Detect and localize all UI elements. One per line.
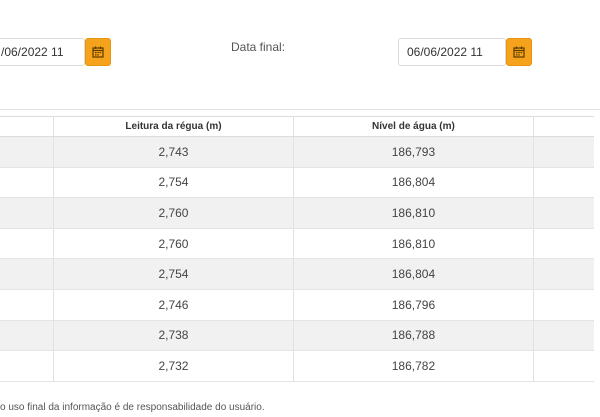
table-cell-leitura: 2,732	[54, 351, 293, 382]
table-cell-blank	[534, 228, 594, 259]
readings-table	[0, 116, 594, 382]
table-row	[0, 228, 594, 259]
table-row	[0, 167, 594, 198]
table-row	[0, 198, 594, 229]
table-cell-leitura: 2,754	[54, 167, 293, 198]
start-date-value: /06/2022 11	[1, 45, 64, 59]
table-cell-leitura: 2,760	[54, 228, 293, 259]
table-cell-leitura: 2,746	[54, 289, 293, 320]
table-cell-nivel: 186,804	[293, 259, 534, 290]
table-cell-nivel: 186,804	[293, 167, 534, 198]
table-cell-blank	[0, 137, 54, 168]
table-cell-blank	[534, 289, 594, 320]
table-header-row	[0, 117, 594, 137]
calendar-icon	[513, 46, 525, 58]
table-row	[0, 289, 594, 320]
table-cell-nivel: 186,788	[293, 320, 534, 351]
table-cell-blank	[534, 320, 594, 351]
table-cell-nivel: 186,810	[293, 228, 534, 259]
table-cell-blank	[534, 198, 594, 229]
section-divider	[0, 109, 600, 110]
table-row	[0, 351, 594, 382]
table-cell-nivel: 186,793	[293, 137, 534, 168]
table-cell-blank	[0, 289, 54, 320]
end-date-field[interactable]	[398, 38, 506, 66]
table-cell-leitura: 2,760	[54, 198, 293, 229]
column-header-blank-right[interactable]	[534, 117, 594, 137]
end-date-value: 06/06/2022 11	[407, 45, 483, 59]
table-cell-blank	[534, 167, 594, 198]
table-cell-blank	[0, 167, 54, 198]
table-row	[0, 320, 594, 351]
column-header-nivel[interactable]: Nível de água (m)	[293, 117, 534, 137]
table-row	[0, 259, 594, 290]
start-date-calendar-button[interactable]	[85, 38, 111, 66]
table-cell-blank	[0, 320, 54, 351]
disclaimer-text: o uso final da informação é de responsabilidade do usuário.	[0, 402, 265, 413]
end-date-label: Data final:	[231, 40, 286, 54]
table-cell-leitura: 2,738	[54, 320, 293, 351]
table-cell-blank	[0, 259, 54, 290]
table-cell-blank	[534, 137, 594, 168]
calendar-icon	[92, 46, 104, 58]
table-cell-blank	[0, 228, 54, 259]
table-cell-blank	[534, 351, 594, 382]
table-cell-leitura: 2,743	[54, 137, 293, 168]
table-row	[0, 137, 594, 168]
column-header-leitura[interactable]: Leitura da régua (m)	[54, 117, 293, 137]
table-cell-blank	[0, 198, 54, 229]
table-cell-leitura: 2,754	[54, 259, 293, 290]
table-cell-blank	[534, 259, 594, 290]
table-cell-blank	[0, 351, 54, 382]
table-cell-nivel: 186,782	[293, 351, 534, 382]
table-cell-nivel: 186,796	[293, 289, 534, 320]
column-header-blank-left[interactable]	[0, 117, 54, 137]
end-date-calendar-button[interactable]	[506, 38, 532, 66]
start-date-field[interactable]	[0, 38, 85, 66]
table-cell-nivel: 186,810	[293, 198, 534, 229]
